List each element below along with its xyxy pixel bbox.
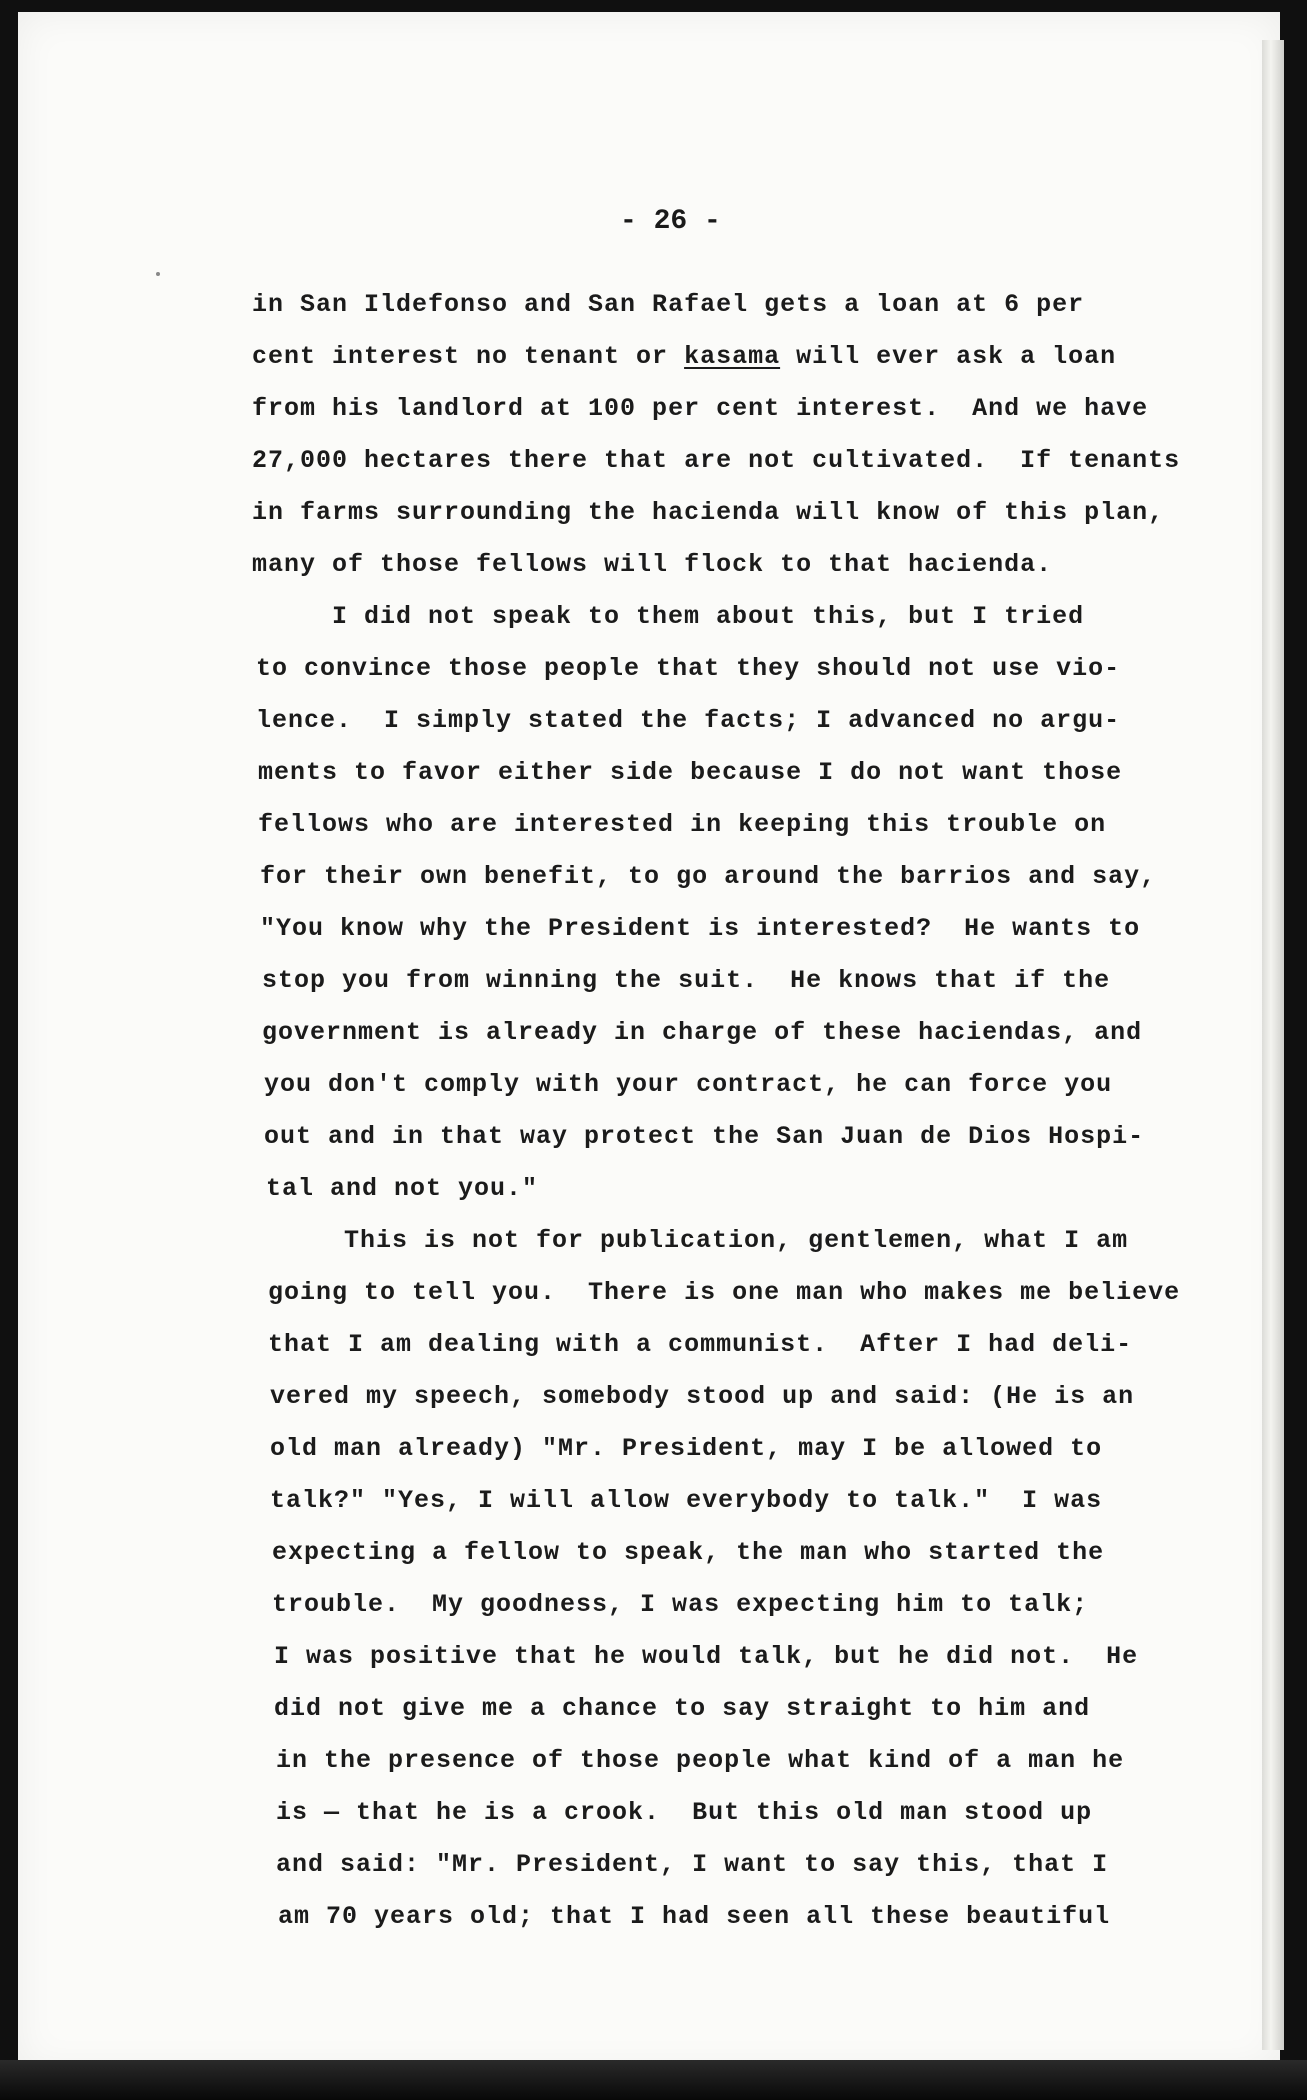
text-line: out and in that way protect the San Juan de Dios Hospi- <box>264 1122 1145 1151</box>
text-line: stop you from winning the suit. He knows that if the <box>262 966 1111 995</box>
page-number: - 26 - <box>620 206 721 237</box>
text-line: This is not for publication, gentlemen, what I am <box>344 1226 1129 1255</box>
text-line: many of those fellows will flock to that hacienda. <box>252 550 1053 579</box>
text-line: and said: "Mr. President, I want to say this, that I <box>276 1850 1109 1879</box>
text-line: government is already in charge of these haciendas, and <box>262 1018 1143 1047</box>
text-line <box>252 342 1116 371</box>
text-line: vered my speech, somebody stood up and said: (He is an <box>270 1382 1135 1411</box>
text-line: for their own benefit, to go around the barrios and say, <box>260 862 1157 891</box>
text-span: cent interest no tenant or <box>252 342 685 371</box>
text-line: that I am dealing with a communist. After I had deli- <box>268 1330 1133 1359</box>
text-line: going to tell you. There is one man who makes me believe <box>268 1278 1181 1307</box>
text-line: in the presence of those people what kind of a man he <box>276 1746 1125 1775</box>
text-span: will ever ask a loan <box>780 342 1117 371</box>
text-line: old man already) "Mr. President, may I be allowed to <box>270 1434 1103 1463</box>
underlined-term: kasama <box>684 342 781 371</box>
text-line: I was positive that he would talk, but he did not. He <box>274 1642 1139 1671</box>
text-line: you don't comply with your contract, he can force you <box>264 1070 1113 1099</box>
page-edge <box>1262 40 1284 2050</box>
text-line: from his landlord at 100 per cent interest. And we have <box>252 394 1149 423</box>
scan-speck <box>156 272 160 276</box>
text-line: ments to favor either side because I do not want those <box>258 758 1123 787</box>
text-line: fellows who are interested in keeping this trouble on <box>258 810 1107 839</box>
text-line: in San Ildefonso and San Rafael gets a loan at 6 per <box>252 290 1085 319</box>
text-line: 27,000 hectares there that are not cultivated. If tenants <box>252 446 1181 475</box>
text-line: "You know why the President is interested? He wants to <box>260 914 1141 943</box>
text-line: talk?" "Yes, I will allow everybody to talk." I was <box>270 1486 1103 1515</box>
scan-bottom-edge <box>0 2060 1307 2100</box>
text-line: lence. I simply stated the facts; I advanced no argu- <box>256 706 1121 735</box>
text-line: trouble. My goodness, I was expecting him to talk; <box>272 1590 1089 1619</box>
text-line: did not give me a chance to say straight to him and <box>274 1694 1091 1723</box>
text-line: in farms surrounding the hacienda will know of this plan, <box>252 498 1165 527</box>
text-line: expecting a fellow to speak, the man who started the <box>272 1538 1105 1567</box>
text-line: to convince those people that they should not use vio- <box>256 654 1121 683</box>
text-line: tal and not you." <box>266 1174 539 1203</box>
text-line: is — that he is a crook. But this old man stood up <box>276 1798 1093 1827</box>
text-line: I did not speak to them about this, but I tried <box>332 602 1085 631</box>
text-line: am 70 years old; that I had seen all these beautiful <box>278 1902 1111 1931</box>
